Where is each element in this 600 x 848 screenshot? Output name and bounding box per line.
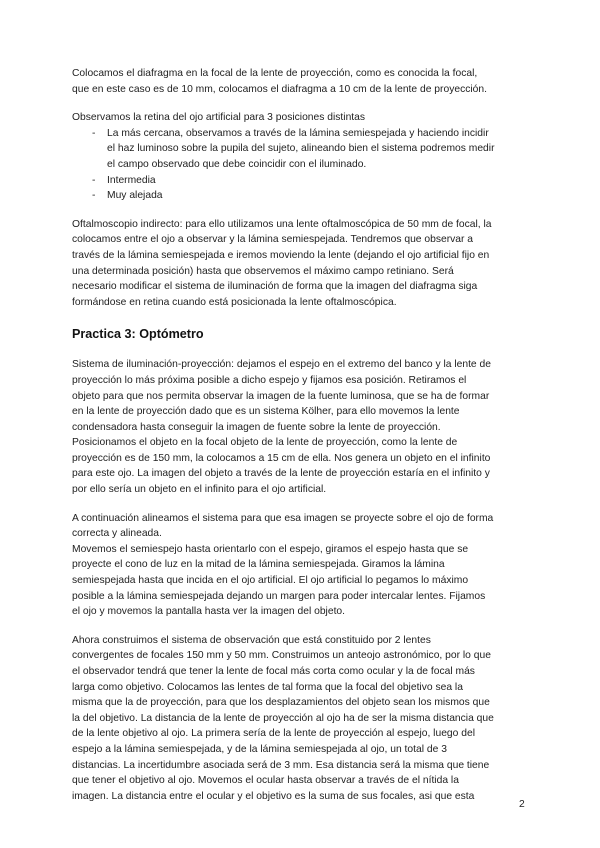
paragraph-diafragma: Colocamos el diafragma en la focal de la lente de proyección, como es conocida la focal, que en este caso es de 10 mm, colocamos el diafragma a 10 cm de la lente de proyección. <box>72 68 487 95</box>
list-item: - Muy alejada <box>72 188 528 204</box>
page-number: 2 <box>519 799 525 810</box>
list-item: - Intermedia <box>72 173 528 189</box>
document-body <box>72 66 528 804</box>
positions-list <box>72 126 528 204</box>
section-heading: Practica 3: Optómetro <box>72 327 204 342</box>
paragraph-retina-intro: Observamos la retina del ojo artificial para 3 posiciones distintas <box>72 112 366 124</box>
list-item: - La más cercana, observamos a través de la lámina semiespejada y haciendo incidir el haz luminoso sobre la pupila del sujeto, alineando bien el sistema podremos medir el campo observado que debe coincidir con el iluminado. <box>72 126 528 173</box>
paragraph-alineacion: A continuación alineamos el sistema para que esa imagen se proyecte sobre el ojo de forma correcta y alineada. Movemos el semiespejo hasta orientarlo con el espejo, giramos el espejo hasta que se proyecte el cono de luz en la mitad de la lámina semiespejada. Giramos la lámina semiespejada hasta que incida en el ojo artificial. El ojo artificial lo pegamos lo máximo posible a la lámina semiespejada dejando un margen para poder intercalar lentes. Fijamos el ojo y movemos la pantalla hasta ver la imagen del objeto. <box>72 512 494 618</box>
paragraph-oftalmoscopio: Oftalmoscopio indirecto: para ello utilizamos una lente oftalmoscópica de 50 mm de focal, la colocamos entre el ojo a observar y la lámina semiespejada. Tendremos que observar a través de la lámina semiespejada e iremos moviendo la lente (dejando el ojo artificial fijo en una determinada posición) hasta que observemos el máximo campo retiniano. Será necesario modificar el sistema de iluminación de forma que la imagen del diafragma siga formándose en retina cuando está posicionada la lente oftalmoscópica. <box>72 218 492 308</box>
paragraph-iluminacion: Sistema de iluminación-proyección: dejamos el espejo en el extremo del banco y la lente de proyección lo más próxima posible a dicho espejo y fijamos esa posición. Retiramos el objeto para que nos permita observar la imagen de la fuente luminosa, que se ha de formar en la lente de proyección dado que es un sistema Kölher, para ello movemos la lente condensadora hasta conseguir la imagen de fuente sobre la lente de proyección. Posicionamos el objeto en la focal objeto de la lente de proyección, como la lente de proyección es de 150 mm, la colocamos a 15 cm de ella. Nos genera un objeto en el infinito para este ojo. La imagen del objeto a través de la lente de proyección estaría en el infinito y por ello sería un objeto en el infinito para el ojo artificial. <box>72 359 491 496</box>
paragraph-observacion: Ahora construimos el sistema de observación que está constituido por 2 lentes convergentes de focales 150 mm y 50 mm. Construimos un anteojo astronómico, por lo que el observador tendrá que tener la lente de focal más corta como ocular y la de focal más larga como objetivo. Colocamos las lentes de tal forma que la focal del objetivo sea la misma que la de proyección, para que los desplazamientos del objeto sean los mismos que la del objetivo. La distancia de la lente de proyección al ojo ha de ser la misma distancia que de la lente objetivo al ojo. La primera sería de la lente de proyección al espejo, luego del espejo a la lámina semiespejada, y de la lámina semiespejada al ojo, un total de 3 distancias. La incertidumbre asociada será de 3 mm. Esa distancia será la misma que tiene que tener el objetivo al ojo. Movemos el ocular hasta observar a través de el nítida la imagen. La distancia entre el ocular y el objetivo es la suma de sus focales, asi que esta <box>72 634 494 802</box>
